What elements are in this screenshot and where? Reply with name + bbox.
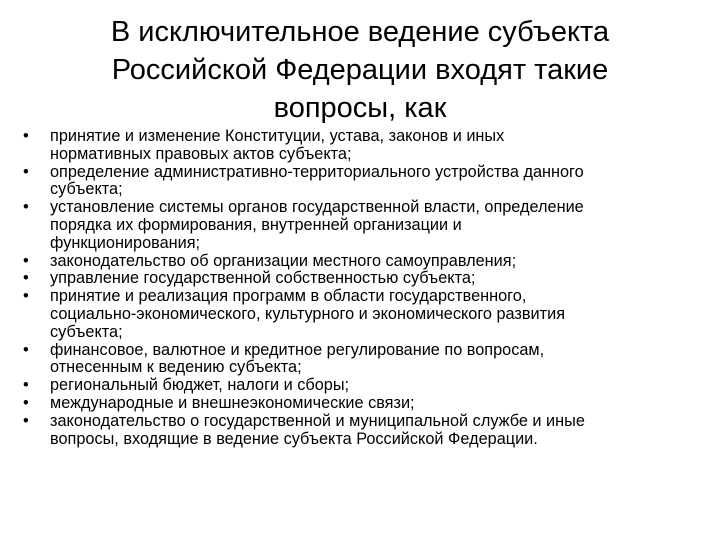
bullet-icon: • bbox=[23, 376, 29, 395]
bullet-icon: • bbox=[23, 287, 29, 306]
slide-title bbox=[70, 13, 650, 127]
list-item bbox=[0, 342, 720, 378]
bullet-line: субъекта; bbox=[50, 322, 123, 341]
slide-title-line: вопросы, как bbox=[273, 92, 447, 124]
list-item bbox=[0, 199, 720, 252]
list-item bbox=[0, 288, 720, 341]
bullet-line: принятие и реализация программ в области государственного, bbox=[50, 287, 527, 306]
bullet-icon: • bbox=[23, 411, 29, 430]
bullet-text bbox=[50, 342, 720, 378]
bullet-line: порядка их формирования, внутренней организации и bbox=[50, 215, 462, 234]
list-item bbox=[0, 413, 720, 449]
bullet-line: функционирования; bbox=[50, 233, 201, 252]
bullet-text bbox=[50, 270, 720, 288]
bullet-icon: • bbox=[23, 162, 29, 181]
bullet-line: установление системы органов государственной власти, определение bbox=[50, 198, 584, 217]
slide-title-line: В исключительное ведение субъекта bbox=[110, 16, 610, 48]
list-item bbox=[0, 128, 720, 164]
bullet-line: управление государственной собственностью субъекта; bbox=[50, 269, 476, 288]
bullet-line: вопросы, входящие в ведение субъекта Российской Федерации. bbox=[50, 429, 538, 448]
bullet-line: нормативных правовых актов субъекта; bbox=[50, 144, 352, 163]
bullet-text bbox=[50, 288, 720, 341]
list-item bbox=[0, 395, 720, 413]
bullet-text bbox=[50, 377, 720, 395]
bullet-line: отнесенным к ведению субъекта; bbox=[50, 358, 302, 377]
bullet-text bbox=[50, 164, 720, 200]
bullet-text bbox=[50, 395, 720, 413]
bullet-text bbox=[50, 413, 720, 449]
bullet-icon: • bbox=[23, 393, 29, 412]
bullet-icon: • bbox=[23, 198, 29, 217]
bullet-icon: • bbox=[23, 251, 29, 270]
list-item bbox=[0, 377, 720, 395]
bullet-text bbox=[50, 199, 720, 252]
bullet-line: определение административно-территориального устройства данного bbox=[50, 162, 584, 181]
bullet-line: региональный бюджет, налоги и сборы; bbox=[50, 376, 350, 395]
bullet-icon: • bbox=[23, 340, 29, 359]
bullet-line: субъекта; bbox=[50, 180, 123, 199]
bullet-line: социально-экономического, культурного и экономического развития bbox=[50, 304, 566, 323]
list-item bbox=[0, 253, 720, 271]
bullet-line: принятие и изменение Конституции, устава, законов и иных bbox=[50, 127, 505, 145]
list-item bbox=[0, 270, 720, 288]
list-item bbox=[0, 164, 720, 200]
bullet-text bbox=[50, 253, 720, 271]
bullet-icon: • bbox=[23, 269, 29, 288]
bullet-list bbox=[0, 128, 720, 448]
bullet-text bbox=[50, 128, 720, 164]
slide-title-line: Российской Федерации входят такие bbox=[111, 54, 609, 86]
bullet-line: финансовое, валютное и кредитное регулирование по вопросам, bbox=[50, 340, 545, 359]
bullet-line: международные и внешнеэкономические связи; bbox=[50, 393, 415, 412]
bullet-icon: • bbox=[23, 127, 29, 145]
bullet-line: законодательство об организации местного самоуправления; bbox=[50, 251, 517, 270]
bullet-line: законодательство о государственной и муниципальной службе и иные bbox=[50, 411, 585, 430]
